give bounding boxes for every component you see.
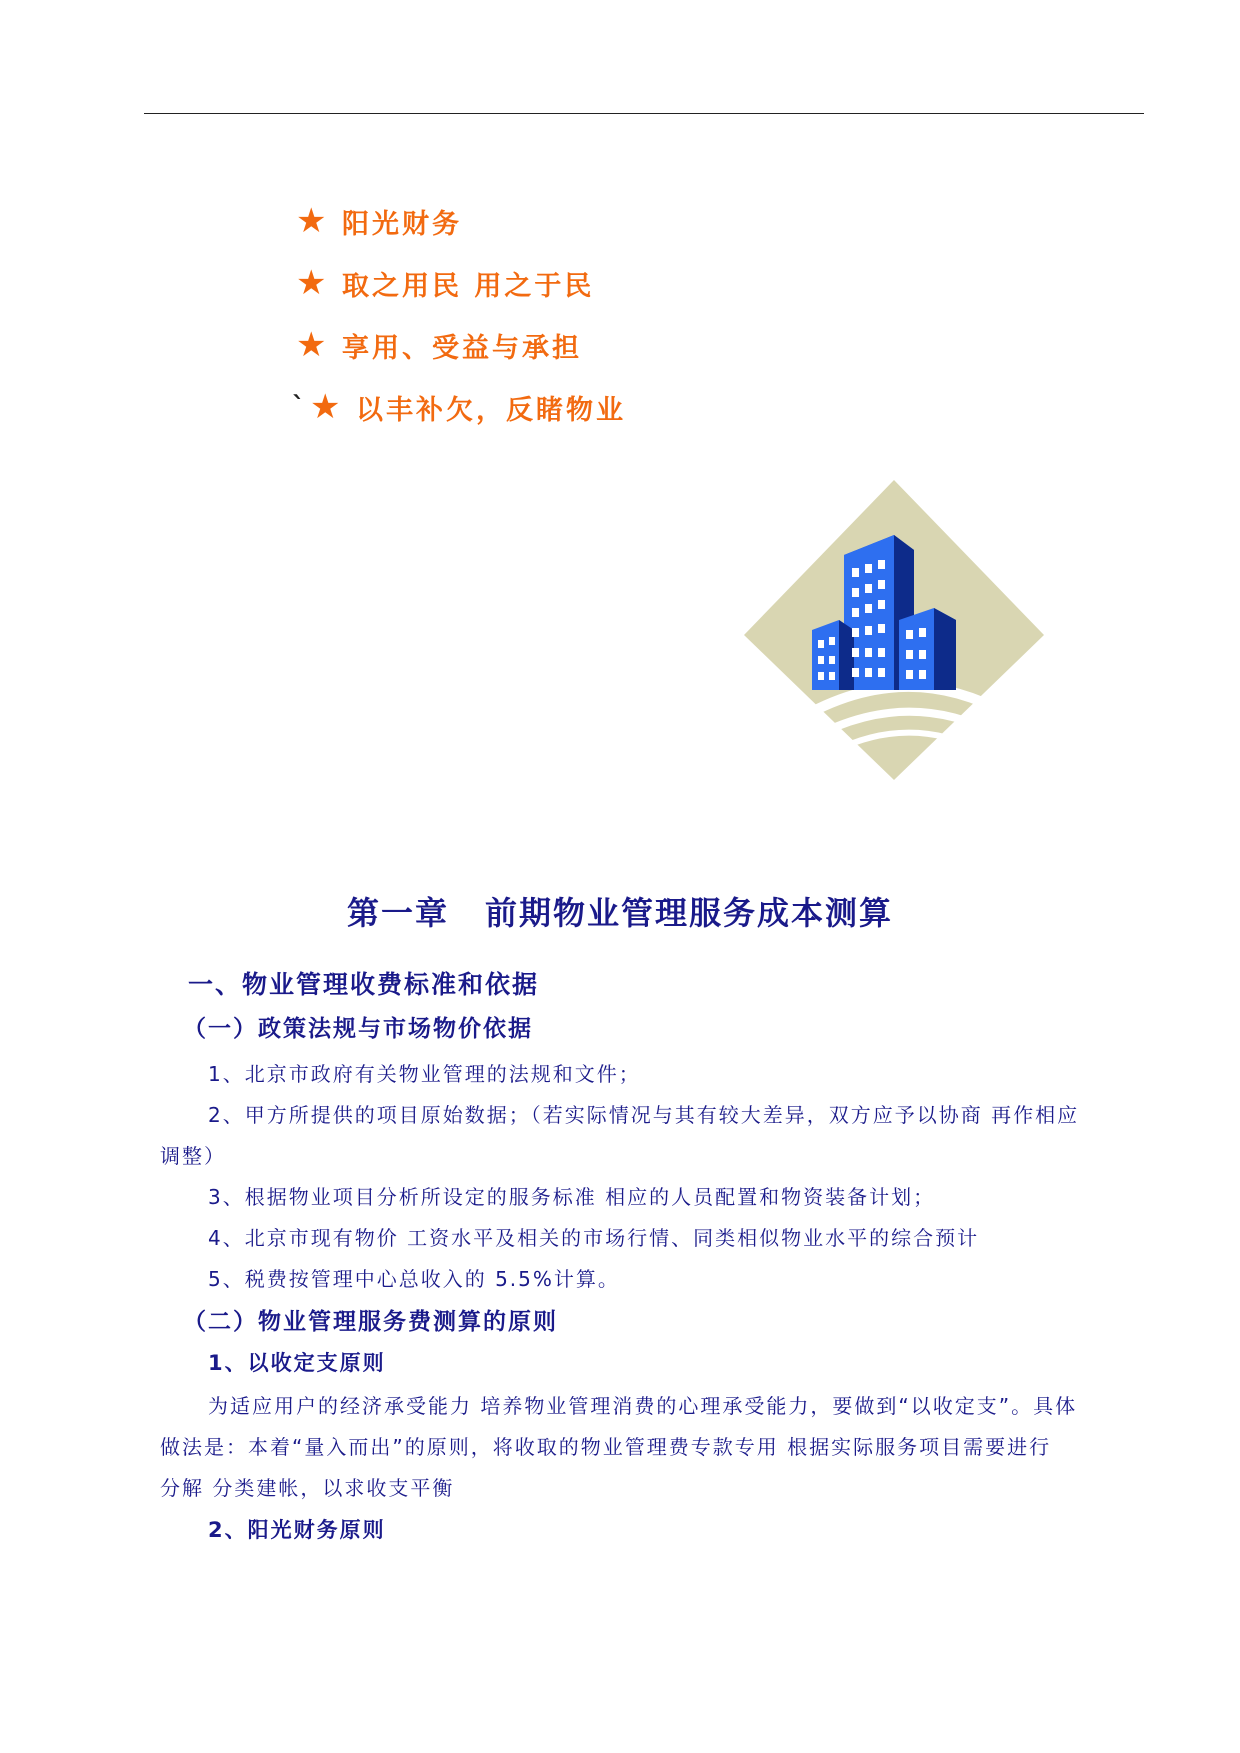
list-item-continuation: 调整） xyxy=(160,1144,226,1168)
paragraph-line: 分解 分类建帐，以求收支平衡 xyxy=(160,1476,455,1500)
paragraph-line: 为适应用户的经济承受能力 培养物业管理消费的心理承受能力，要做到“以收定支”。具体 xyxy=(208,1394,1078,1418)
list-item: 1、北京市政府有关物业管理的法规和文件； xyxy=(208,1062,641,1086)
paragraph-line: 做法是：本着“量入而出”的原则，将收取的物业管理费专款专用 根据实际服务项目需要进行 xyxy=(160,1435,1052,1459)
slogan-list xyxy=(292,190,626,438)
slogan-text: 以丰补欠，反睹物业 xyxy=(356,394,626,426)
header-rule xyxy=(144,113,1144,114)
slogan-item xyxy=(296,314,626,376)
slogan-prefix: ` xyxy=(292,392,308,422)
building-clipart-icon xyxy=(744,480,1054,780)
slogan-text: 取之用民 用之于民 xyxy=(342,270,595,302)
chapter-title xyxy=(0,888,1240,934)
subsection-heading: （二）物业管理服务费测算的原则 xyxy=(183,1309,558,1335)
chapter-number: 第一章 xyxy=(346,894,449,932)
star-icon: ★ xyxy=(310,387,344,427)
list-item: 3、根据物业项目分析所设定的服务标准 相应的人员配置和物资装备计划； xyxy=(208,1185,936,1209)
slogan-item xyxy=(296,190,626,252)
star-icon: ★ xyxy=(296,325,330,365)
subsection-heading: （一）政策法规与市场物价依据 xyxy=(183,1016,533,1042)
star-icon: ★ xyxy=(296,201,330,241)
list-item: 4、北京市现有物价 工资水平及相关的市场行情、同类相似物业水平的综合预计 xyxy=(208,1226,980,1250)
slogan-item xyxy=(296,252,626,314)
list-item: 2、甲方所提供的项目原始数据；（若实际情况与其有较大差异，双方应予以协商 再作相应 xyxy=(208,1103,1080,1127)
section-heading: 一、物业管理收费标准和依据 xyxy=(188,970,540,999)
chapter-name: 前期物业管理服务成本测算 xyxy=(485,894,894,932)
slogan-text: 享用、受益与承担 xyxy=(342,332,582,364)
slogan-item xyxy=(292,376,626,438)
principle-heading: 2、阳光财务原则 xyxy=(208,1518,386,1542)
list-item: 5、税费按管理中心总收入的 5.5%计算。 xyxy=(208,1267,620,1291)
principle-heading: 1、以收定支原则 xyxy=(208,1351,386,1375)
star-icon: ★ xyxy=(296,263,330,303)
slogan-text: 阳光财务 xyxy=(342,208,462,240)
